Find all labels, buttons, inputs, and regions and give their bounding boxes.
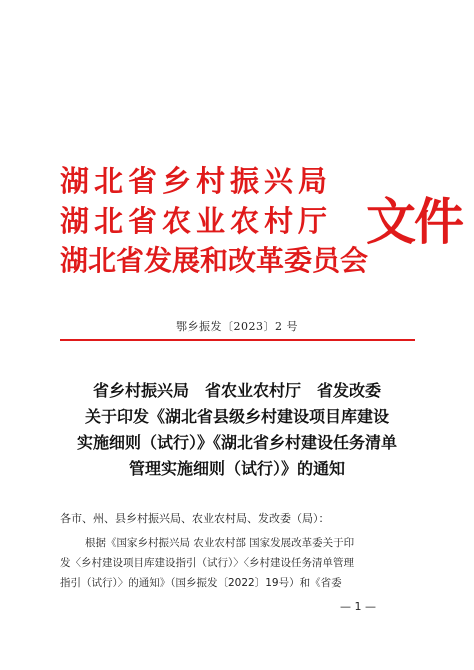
title-line: 省乡村振兴局 省农业农村厅 省发改委 (92, 381, 381, 400)
issuer-rural-revitalization-bureau: 湖北省乡村振兴局 (60, 164, 333, 198)
body-paragraph (60, 533, 420, 593)
body-line: 根据《国家乡村振兴局 农业农村部 国家发展改革委关于印 (85, 537, 355, 549)
page-number: — 1 — (340, 600, 376, 613)
document-title (40, 378, 434, 482)
red-header (60, 162, 462, 282)
issuer-agriculture-department: 湖北省农业农村厅 (60, 204, 333, 238)
body-line: 指引（试行）〉的通知》（国乡振发〔2022〕19号）和《省委 (60, 577, 342, 589)
title-line: 实施细则（试行）》《湖北省乡村建设任务清单 (76, 433, 397, 452)
red-divider (60, 339, 415, 341)
document-label: 文件 (366, 192, 462, 251)
body-line: 发〈乡村建设项目库建设指引（试行）〉〈乡村建设任务清单管理 (60, 557, 354, 569)
document-number: 鄂乡振发〔2023〕2 号 (176, 320, 298, 333)
title-line: 关于印发《湖北省县级乡村建设项目库建设 (84, 407, 389, 426)
title-line: 管理实施细则（试行）》的通知 (128, 459, 345, 478)
issuer-development-reform-commission: 湖北省发展和改革委员会 (60, 244, 369, 277)
salutation: 各市、州、县乡村振兴局、农业农村局、发改委（局）： (60, 512, 330, 525)
